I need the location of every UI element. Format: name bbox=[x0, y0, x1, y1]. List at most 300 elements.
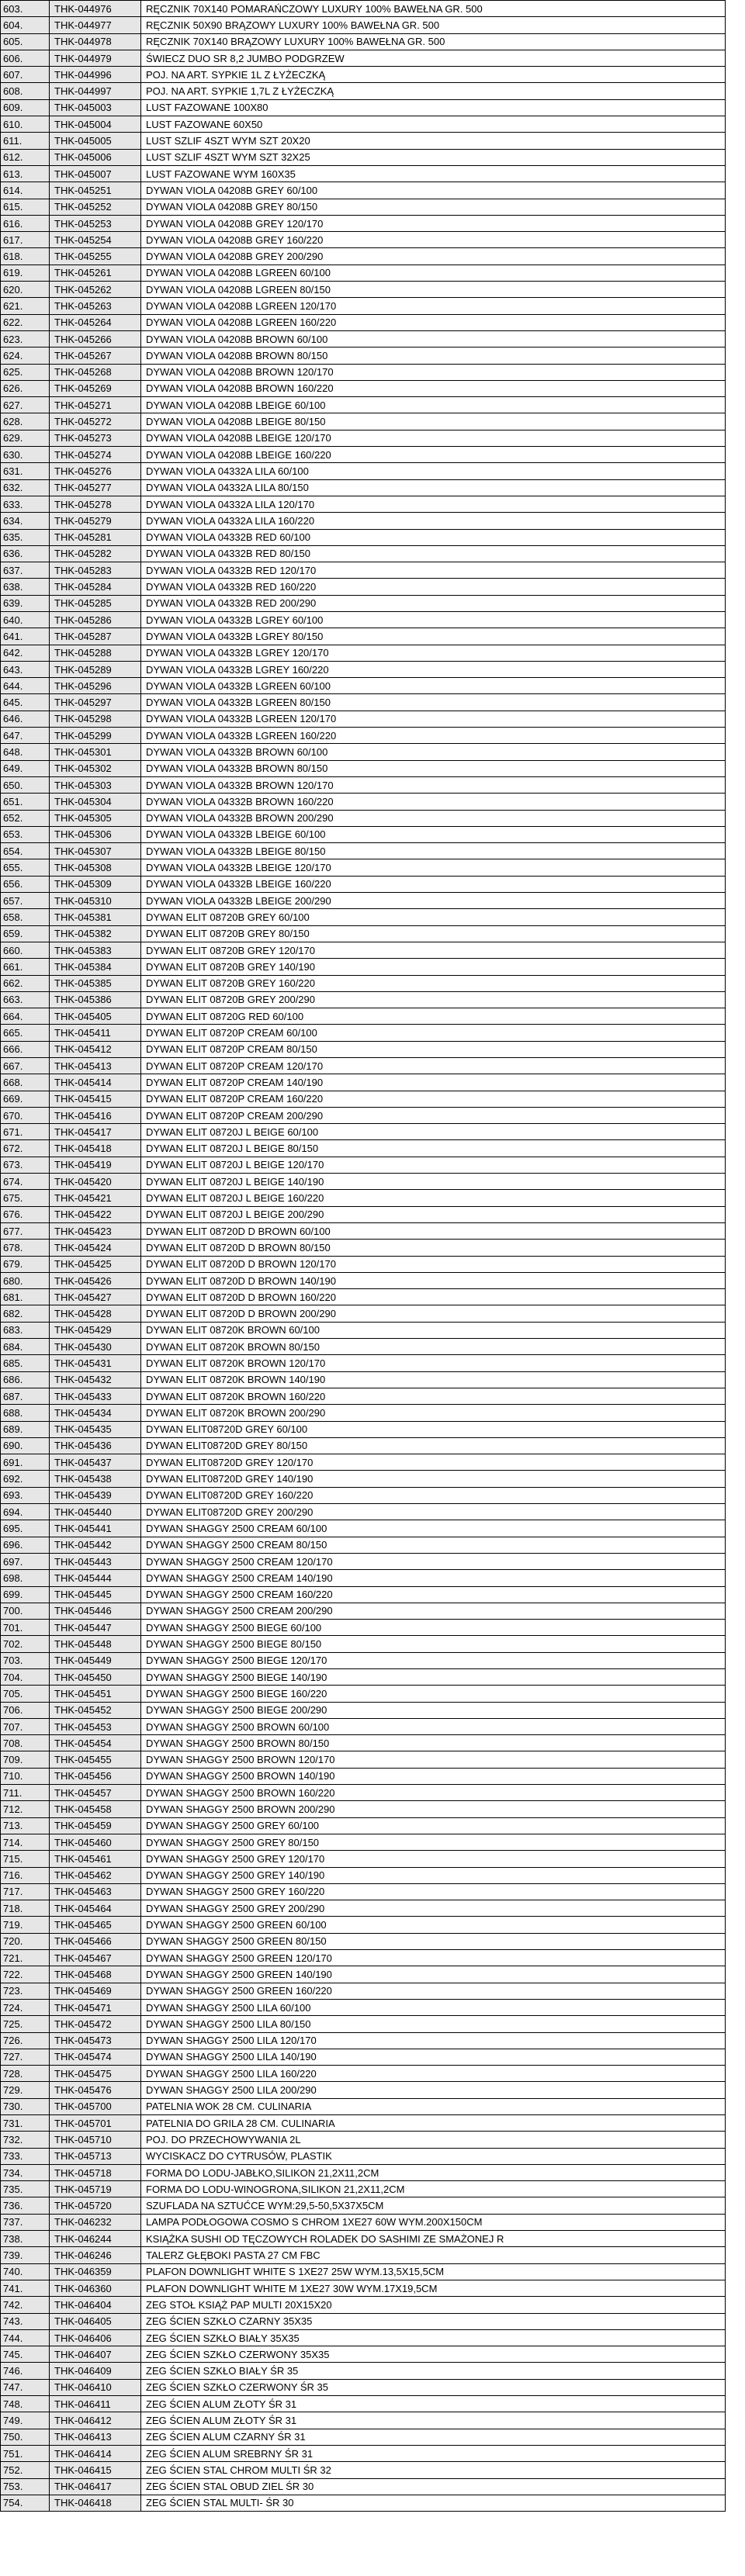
table-row bbox=[1, 1454, 726, 1471]
row-number-cell: 743. bbox=[1, 2313, 50, 2329]
product-name-cell: DYWAN SHAGGY 2500 BROWN 120/170 bbox=[141, 1751, 726, 1768]
product-name-cell: LUST FAZOWANE WYM 160X35 bbox=[141, 165, 726, 182]
table-row bbox=[1, 2478, 726, 2495]
row-number-cell: 702. bbox=[1, 1636, 50, 1652]
product-name-cell: LUST SZLIF 4SZT WYM SZT 20X20 bbox=[141, 133, 726, 149]
row-number-cell: 727. bbox=[1, 2049, 50, 2065]
product-name-cell: ZEG ŚCIEN SZKŁO CZARNY 35X35 bbox=[141, 2313, 726, 2329]
product-code-cell: THK-045459 bbox=[50, 1817, 141, 1834]
table-row bbox=[1, 463, 726, 479]
row-number-cell: 707. bbox=[1, 1718, 50, 1734]
row-number-cell: 629. bbox=[1, 430, 50, 446]
product-code-cell: THK-046415 bbox=[50, 2462, 141, 2478]
table-row bbox=[1, 2396, 726, 2412]
product-code-cell: THK-045413 bbox=[50, 1058, 141, 1074]
table-row bbox=[1, 694, 726, 711]
row-number-cell: 610. bbox=[1, 116, 50, 133]
row-number-cell: 648. bbox=[1, 744, 50, 760]
product-name-cell: DYWAN ELIT 08720B GREY 120/170 bbox=[141, 942, 726, 958]
product-name-cell: RĘCZNIK 70X140 POMARAŃCZOWY LUXURY 100% BAWEŁNA GR. 500 bbox=[141, 1, 726, 17]
product-name-cell: DYWAN VIOLA 04332B LGREEN 120/170 bbox=[141, 711, 726, 727]
product-name-cell: RĘCZNIK 50X90 BRĄZOWY LUXURY 100% BAWEŁNA GR. 500 bbox=[141, 17, 726, 33]
product-name-cell: LUST FAZOWANE 60X50 bbox=[141, 116, 726, 133]
product-code-cell: THK-045284 bbox=[50, 579, 141, 595]
table-row bbox=[1, 1999, 726, 2015]
product-code-cell: THK-045279 bbox=[50, 513, 141, 529]
product-name-cell: DYWAN VIOLA 04332B LGREEN 80/150 bbox=[141, 694, 726, 711]
row-number-cell: 609. bbox=[1, 99, 50, 116]
product-code-cell: THK-045423 bbox=[50, 1222, 141, 1239]
table-row bbox=[1, 17, 726, 33]
table-row bbox=[1, 1041, 726, 1057]
row-number-cell: 661. bbox=[1, 959, 50, 975]
product-code-cell: THK-045440 bbox=[50, 1504, 141, 1520]
table-row bbox=[1, 2462, 726, 2478]
table-row bbox=[1, 232, 726, 248]
product-code-cell: THK-045254 bbox=[50, 232, 141, 248]
row-number-cell: 633. bbox=[1, 496, 50, 512]
product-name-cell: ZEG ŚCIEN ALUM ZŁOTY ŚR 31 bbox=[141, 2412, 726, 2429]
row-number-cell: 692. bbox=[1, 1471, 50, 1487]
product-code-cell: THK-045297 bbox=[50, 694, 141, 711]
row-number-cell: 742. bbox=[1, 2297, 50, 2313]
table-row bbox=[1, 744, 726, 760]
table-row bbox=[1, 1851, 726, 1867]
product-name-cell: DYWAN ELIT 08720P CREAM 60/100 bbox=[141, 1025, 726, 1041]
product-name-cell: DYWAN SHAGGY 2500 BIEGE 140/190 bbox=[141, 1668, 726, 1685]
row-number-cell: 695. bbox=[1, 1520, 50, 1537]
product-name-cell: DYWAN VIOLA 04208B LBEIGE 120/170 bbox=[141, 430, 726, 446]
row-number-cell: 688. bbox=[1, 1405, 50, 1421]
product-name-cell: DYWAN ELIT 08720P CREAM 160/220 bbox=[141, 1091, 726, 1107]
table-row bbox=[1, 893, 726, 909]
product-code-cell: THK-045304 bbox=[50, 794, 141, 810]
product-name-cell: DYWAN ELIT 08720P CREAM 120/170 bbox=[141, 1058, 726, 1074]
row-number-cell: 694. bbox=[1, 1504, 50, 1520]
product-name-cell: DYWAN SHAGGY 2500 LILA 80/150 bbox=[141, 2016, 726, 2032]
product-name-cell: DYWAN VIOLA 04332B RED 160/220 bbox=[141, 579, 726, 595]
table-row bbox=[1, 909, 726, 925]
table-row bbox=[1, 2032, 726, 2049]
product-name-cell: DYWAN ELIT 08720J L BEIGE 200/290 bbox=[141, 1206, 726, 1222]
table-row bbox=[1, 611, 726, 628]
product-name-cell: DYWAN SHAGGY 2500 BIEGE 120/170 bbox=[141, 1652, 726, 1668]
product-name-cell: DYWAN SHAGGY 2500 CREAM 60/100 bbox=[141, 1520, 726, 1537]
row-number-cell: 615. bbox=[1, 199, 50, 215]
table-row bbox=[1, 1025, 726, 1041]
product-name-cell: DYWAN SHAGGY 2500 BROWN 200/290 bbox=[141, 1801, 726, 1817]
product-code-cell: THK-045718 bbox=[50, 2164, 141, 2180]
product-code-cell: THK-044996 bbox=[50, 67, 141, 83]
product-code-cell: THK-045429 bbox=[50, 1322, 141, 1338]
product-name-cell: DYWAN SHAGGY 2500 GREEN 160/220 bbox=[141, 1983, 726, 1999]
table-row bbox=[1, 330, 726, 347]
table-row bbox=[1, 2164, 726, 2180]
table-row bbox=[1, 678, 726, 694]
row-number-cell: 735. bbox=[1, 2181, 50, 2197]
product-code-cell: THK-045719 bbox=[50, 2181, 141, 2197]
row-number-cell: 619. bbox=[1, 265, 50, 281]
table-row bbox=[1, 975, 726, 991]
table-row bbox=[1, 165, 726, 182]
product-code-cell: THK-045305 bbox=[50, 810, 141, 826]
product-code-cell: THK-045475 bbox=[50, 2066, 141, 2082]
table-row bbox=[1, 1735, 726, 1751]
product-name-cell: DYWAN VIOLA 04332B LBEIGE 160/220 bbox=[141, 876, 726, 892]
table-row bbox=[1, 2297, 726, 2313]
product-code-cell: THK-045430 bbox=[50, 1339, 141, 1355]
product-name-cell: DYWAN VIOLA 04208B LBEIGE 60/100 bbox=[141, 397, 726, 413]
product-code-cell: THK-045255 bbox=[50, 248, 141, 265]
table-row bbox=[1, 1, 726, 17]
product-code-cell: THK-045713 bbox=[50, 2148, 141, 2164]
table-row bbox=[1, 1817, 726, 1834]
product-name-cell: DYWAN SHAGGY 2500 GREY 140/190 bbox=[141, 1867, 726, 1883]
table-row bbox=[1, 1801, 726, 1817]
table-row bbox=[1, 1603, 726, 1619]
row-number-cell: 623. bbox=[1, 330, 50, 347]
product-code-cell: THK-045433 bbox=[50, 1388, 141, 1404]
row-number-cell: 640. bbox=[1, 611, 50, 628]
product-name-cell: DYWAN ELIT 08720J L BEIGE 60/100 bbox=[141, 1124, 726, 1140]
row-number-cell: 699. bbox=[1, 1586, 50, 1603]
product-code-cell: THK-045301 bbox=[50, 744, 141, 760]
product-code-cell: THK-045438 bbox=[50, 1471, 141, 1487]
product-code-cell: THK-045252 bbox=[50, 199, 141, 215]
table-row bbox=[1, 513, 726, 529]
row-number-cell: 651. bbox=[1, 794, 50, 810]
product-name-cell: DYWAN SHAGGY 2500 BIEGE 200/290 bbox=[141, 1702, 726, 1718]
row-number-cell: 747. bbox=[1, 2379, 50, 2395]
row-number-cell: 667. bbox=[1, 1058, 50, 1074]
product-name-cell: DYWAN VIOLA 04208B LBEIGE 160/220 bbox=[141, 447, 726, 463]
table-row bbox=[1, 215, 726, 231]
product-code-cell: THK-046410 bbox=[50, 2379, 141, 2395]
product-name-cell: DYWAN VIOLA 04208B GREY 60/100 bbox=[141, 182, 726, 199]
table-row bbox=[1, 2214, 726, 2230]
product-code-cell: THK-045464 bbox=[50, 1900, 141, 1917]
row-number-cell: 700. bbox=[1, 1603, 50, 1619]
row-number-cell: 693. bbox=[1, 1487, 50, 1503]
row-number-cell: 715. bbox=[1, 1851, 50, 1867]
table-row bbox=[1, 1074, 726, 1091]
product-name-cell: DYWAN SHAGGY 2500 CREAM 80/150 bbox=[141, 1537, 726, 1553]
product-name-cell: DYWAN VIOLA 04332B RED 200/290 bbox=[141, 595, 726, 611]
table-row bbox=[1, 1140, 726, 1157]
product-code-cell: THK-044979 bbox=[50, 50, 141, 66]
table-row bbox=[1, 661, 726, 677]
product-code-cell: THK-045700 bbox=[50, 2098, 141, 2114]
row-number-cell: 630. bbox=[1, 447, 50, 463]
table-row bbox=[1, 1471, 726, 1487]
product-code-cell: THK-045426 bbox=[50, 1272, 141, 1288]
table-row bbox=[1, 430, 726, 446]
row-number-cell: 729. bbox=[1, 2082, 50, 2098]
product-name-cell: ZEG ŚCIEN STAL CHROM MULTI ŚR 32 bbox=[141, 2462, 726, 2478]
product-code-cell: THK-045432 bbox=[50, 1371, 141, 1388]
table-row bbox=[1, 2429, 726, 2445]
table-row bbox=[1, 1537, 726, 1553]
table-row bbox=[1, 133, 726, 149]
table-row bbox=[1, 2313, 726, 2329]
table-row bbox=[1, 2231, 726, 2247]
product-name-cell: TALERZ GŁĘBOKI PASTA 27 CM FBC bbox=[141, 2247, 726, 2263]
product-name-cell: DYWAN ELIT 08720D D BROWN 60/100 bbox=[141, 1222, 726, 1239]
product-code-cell: THK-045419 bbox=[50, 1157, 141, 1173]
product-code-cell: THK-045420 bbox=[50, 1174, 141, 1190]
row-number-cell: 603. bbox=[1, 1, 50, 17]
row-number-cell: 614. bbox=[1, 182, 50, 199]
table-row bbox=[1, 1421, 726, 1437]
product-code-cell: THK-045425 bbox=[50, 1256, 141, 1272]
table-row bbox=[1, 1768, 726, 1784]
product-code-cell: THK-045382 bbox=[50, 925, 141, 942]
row-number-cell: 753. bbox=[1, 2478, 50, 2495]
table-row bbox=[1, 2363, 726, 2379]
product-name-cell: DYWAN VIOLA 04332B BROWN 120/170 bbox=[141, 776, 726, 793]
product-name-cell: DYWAN VIOLA 04332A LILA 80/150 bbox=[141, 479, 726, 496]
product-name-cell: PLAFON DOWNLIGHT WHITE M 1XE27 30W WYM.17X19,5CM bbox=[141, 2280, 726, 2296]
product-code-cell: THK-044977 bbox=[50, 17, 141, 33]
table-row bbox=[1, 645, 726, 661]
table-row bbox=[1, 1008, 726, 1025]
row-number-cell: 657. bbox=[1, 893, 50, 909]
row-number-cell: 638. bbox=[1, 579, 50, 595]
row-number-cell: 732. bbox=[1, 2132, 50, 2148]
product-name-cell: DYWAN ELIT 08720J L BEIGE 120/170 bbox=[141, 1157, 726, 1173]
product-name-cell: DYWAN VIOLA 04332A LILA 120/170 bbox=[141, 496, 726, 512]
product-code-cell: THK-045263 bbox=[50, 298, 141, 314]
table-row bbox=[1, 776, 726, 793]
product-name-cell: DYWAN ELIT08720D GREY 160/220 bbox=[141, 1487, 726, 1503]
table-row bbox=[1, 1355, 726, 1371]
row-number-cell: 635. bbox=[1, 529, 50, 545]
table-row bbox=[1, 282, 726, 298]
table-row bbox=[1, 1388, 726, 1404]
table-row bbox=[1, 479, 726, 496]
table-row bbox=[1, 2016, 726, 2032]
table-row bbox=[1, 1636, 726, 1652]
product-code-cell: THK-045445 bbox=[50, 1586, 141, 1603]
product-code-cell: THK-045386 bbox=[50, 991, 141, 1008]
product-code-cell: THK-045302 bbox=[50, 760, 141, 776]
table-row bbox=[1, 711, 726, 727]
product-name-cell: DYWAN ELIT 08720K BROWN 200/290 bbox=[141, 1405, 726, 1421]
product-name-cell: DYWAN VIOLA 04332A LILA 160/220 bbox=[141, 513, 726, 529]
row-number-cell: 607. bbox=[1, 67, 50, 83]
row-number-cell: 625. bbox=[1, 364, 50, 380]
product-code-cell: THK-045004 bbox=[50, 116, 141, 133]
table-row bbox=[1, 1900, 726, 1917]
table-row bbox=[1, 1289, 726, 1305]
product-name-cell: DYWAN ELIT 08720K BROWN 140/190 bbox=[141, 1371, 726, 1388]
table-row bbox=[1, 1751, 726, 1768]
table-row bbox=[1, 397, 726, 413]
product-code-cell: THK-045451 bbox=[50, 1686, 141, 1702]
product-code-cell: THK-045296 bbox=[50, 678, 141, 694]
product-name-cell: DYWAN ELIT 08720B GREY 60/100 bbox=[141, 909, 726, 925]
product-code-cell: THK-045461 bbox=[50, 1851, 141, 1867]
row-number-cell: 674. bbox=[1, 1174, 50, 1190]
product-name-cell: DYWAN ELIT08720D GREY 60/100 bbox=[141, 1421, 726, 1437]
product-code-cell: THK-045381 bbox=[50, 909, 141, 925]
row-number-cell: 631. bbox=[1, 463, 50, 479]
product-name-cell: DYWAN VIOLA 04332B RED 80/150 bbox=[141, 545, 726, 562]
product-name-cell: ZEG ŚCIEN SZKŁO BIAŁY ŚR 35 bbox=[141, 2363, 726, 2379]
row-number-cell: 621. bbox=[1, 298, 50, 314]
row-number-cell: 723. bbox=[1, 1983, 50, 1999]
row-number-cell: 752. bbox=[1, 2462, 50, 2478]
table-row bbox=[1, 314, 726, 330]
row-number-cell: 713. bbox=[1, 1817, 50, 1834]
row-number-cell: 673. bbox=[1, 1157, 50, 1173]
product-code-cell: THK-046418 bbox=[50, 2495, 141, 2511]
table-row bbox=[1, 1785, 726, 1801]
product-code-cell: THK-045268 bbox=[50, 364, 141, 380]
row-number-cell: 724. bbox=[1, 1999, 50, 2015]
row-number-cell: 611. bbox=[1, 133, 50, 149]
table-row bbox=[1, 1174, 726, 1190]
table-row bbox=[1, 562, 726, 579]
product-name-cell: DYWAN SHAGGY 2500 BIEGE 60/100 bbox=[141, 1620, 726, 1636]
product-name-cell: DYWAN VIOLA 04332B LBEIGE 80/150 bbox=[141, 843, 726, 859]
row-number-cell: 703. bbox=[1, 1652, 50, 1668]
table-row bbox=[1, 1256, 726, 1272]
product-name-cell: LUST FAZOWANE 100X80 bbox=[141, 99, 726, 116]
product-name-cell: DYWAN VIOLA 04208B BROWN 120/170 bbox=[141, 364, 726, 380]
row-number-cell: 719. bbox=[1, 1917, 50, 1933]
product-name-cell: DYWAN SHAGGY 2500 LILA 200/290 bbox=[141, 2082, 726, 2098]
row-number-cell: 717. bbox=[1, 1883, 50, 1900]
row-number-cell: 750. bbox=[1, 2429, 50, 2445]
product-name-cell: DYWAN ELIT 08720J L BEIGE 140/190 bbox=[141, 1174, 726, 1190]
product-name-cell: ŚWIECZ DUO SR 8,2 JUMBO PODGRZEW bbox=[141, 50, 726, 66]
product-name-cell: ZEG ŚCIEN STAL MULTI- ŚR 30 bbox=[141, 2495, 726, 2511]
product-code-cell: THK-045007 bbox=[50, 165, 141, 182]
row-number-cell: 680. bbox=[1, 1272, 50, 1288]
product-name-cell: DYWAN VIOLA 04208B GREY 80/150 bbox=[141, 199, 726, 215]
product-name-cell: DYWAN ELIT 08720K BROWN 120/170 bbox=[141, 1355, 726, 1371]
table-row bbox=[1, 876, 726, 892]
row-number-cell: 669. bbox=[1, 1091, 50, 1107]
product-name-cell: DYWAN SHAGGY 2500 GREY 80/150 bbox=[141, 1834, 726, 1850]
product-name-cell: DYWAN ELIT08720D GREY 80/150 bbox=[141, 1437, 726, 1454]
product-code-cell: THK-045307 bbox=[50, 843, 141, 859]
row-number-cell: 671. bbox=[1, 1124, 50, 1140]
row-number-cell: 605. bbox=[1, 33, 50, 50]
table-row bbox=[1, 67, 726, 83]
row-number-cell: 748. bbox=[1, 2396, 50, 2412]
product-name-cell: DYWAN VIOLA 04332B LBEIGE 60/100 bbox=[141, 826, 726, 842]
row-number-cell: 639. bbox=[1, 595, 50, 611]
table-row bbox=[1, 496, 726, 512]
product-name-cell: DYWAN SHAGGY 2500 BROWN 160/220 bbox=[141, 1785, 726, 1801]
product-code-cell: THK-045288 bbox=[50, 645, 141, 661]
product-code-cell: THK-045416 bbox=[50, 1107, 141, 1123]
table-row bbox=[1, 2412, 726, 2429]
table-row bbox=[1, 1487, 726, 1503]
product-code-cell: THK-045310 bbox=[50, 893, 141, 909]
product-name-cell: DYWAN VIOLA 04332B BROWN 60/100 bbox=[141, 744, 726, 760]
product-code-cell: THK-045444 bbox=[50, 1570, 141, 1586]
product-code-cell: THK-046244 bbox=[50, 2231, 141, 2247]
product-code-cell: THK-046412 bbox=[50, 2412, 141, 2429]
product-name-cell: DYWAN VIOLA 04208B BROWN 80/150 bbox=[141, 348, 726, 364]
product-name-cell: POJ. NA ART. SYPKIE 1,7L Z ŁYŻECZKĄ bbox=[141, 83, 726, 99]
table-row bbox=[1, 1339, 726, 1355]
product-code-cell: THK-045447 bbox=[50, 1620, 141, 1636]
product-code-cell: THK-045418 bbox=[50, 1140, 141, 1157]
row-number-cell: 655. bbox=[1, 859, 50, 876]
row-number-cell: 698. bbox=[1, 1570, 50, 1586]
product-name-cell: DYWAN SHAGGY 2500 LILA 140/190 bbox=[141, 2049, 726, 2065]
product-code-cell: THK-045308 bbox=[50, 859, 141, 876]
product-name-cell: DYWAN SHAGGY 2500 CREAM 160/220 bbox=[141, 1586, 726, 1603]
product-name-cell: DYWAN SHAGGY 2500 GREY 120/170 bbox=[141, 1851, 726, 1867]
table-row bbox=[1, 83, 726, 99]
product-code-cell: THK-045005 bbox=[50, 133, 141, 149]
product-name-cell: DYWAN ELIT 08720K BROWN 160/220 bbox=[141, 1388, 726, 1404]
row-number-cell: 690. bbox=[1, 1437, 50, 1454]
product-code-cell: THK-046407 bbox=[50, 2346, 141, 2363]
row-number-cell: 708. bbox=[1, 1735, 50, 1751]
row-number-cell: 681. bbox=[1, 1289, 50, 1305]
table-row bbox=[1, 1652, 726, 1668]
product-code-cell: THK-046359 bbox=[50, 2263, 141, 2280]
row-number-cell: 658. bbox=[1, 909, 50, 925]
product-name-cell: DYWAN ELIT08720D GREY 120/170 bbox=[141, 1454, 726, 1471]
row-number-cell: 706. bbox=[1, 1702, 50, 1718]
product-name-cell: DYWAN VIOLA 04332B BROWN 80/150 bbox=[141, 760, 726, 776]
row-number-cell: 613. bbox=[1, 165, 50, 182]
row-number-cell: 637. bbox=[1, 562, 50, 579]
table-row bbox=[1, 991, 726, 1008]
table-row bbox=[1, 364, 726, 380]
product-name-cell: DYWAN SHAGGY 2500 GREEN 120/170 bbox=[141, 1950, 726, 1966]
product-name-cell: DYWAN ELIT 08720B GREY 200/290 bbox=[141, 991, 726, 1008]
product-code-cell: THK-045441 bbox=[50, 1520, 141, 1537]
row-number-cell: 731. bbox=[1, 2115, 50, 2132]
product-name-cell: DYWAN SHAGGY 2500 BIEGE 80/150 bbox=[141, 1636, 726, 1652]
product-name-cell: DYWAN VIOLA 04208B LGREEN 120/170 bbox=[141, 298, 726, 314]
row-number-cell: 670. bbox=[1, 1107, 50, 1123]
table-row bbox=[1, 50, 726, 66]
product-code-cell: THK-045442 bbox=[50, 1537, 141, 1553]
product-name-cell: DYWAN VIOLA 04332B RED 60/100 bbox=[141, 529, 726, 545]
product-name-cell: POJ. DO PRZECHOWYWANIA 2L bbox=[141, 2132, 726, 2148]
product-name-cell: ZEG ŚCIEN SZKŁO BIAŁY 35X35 bbox=[141, 2329, 726, 2346]
product-code-cell: THK-046413 bbox=[50, 2429, 141, 2445]
product-code-cell: THK-045460 bbox=[50, 1834, 141, 1850]
row-number-cell: 746. bbox=[1, 2363, 50, 2379]
product-name-cell: FORMA DO LODU-WINOGRONA,SILIKON 21,2X11,2CM bbox=[141, 2181, 726, 2197]
product-code-cell: THK-045277 bbox=[50, 479, 141, 496]
table-row bbox=[1, 1371, 726, 1388]
row-number-cell: 687. bbox=[1, 1388, 50, 1404]
row-number-cell: 643. bbox=[1, 661, 50, 677]
product-name-cell: DYWAN VIOLA 04332B RED 120/170 bbox=[141, 562, 726, 579]
row-number-cell: 646. bbox=[1, 711, 50, 727]
table-row bbox=[1, 1586, 726, 1603]
table-row bbox=[1, 1124, 726, 1140]
product-name-cell: DYWAN SHAGGY 2500 GREY 60/100 bbox=[141, 1817, 726, 1834]
table-row bbox=[1, 1668, 726, 1685]
row-number-cell: 720. bbox=[1, 1933, 50, 1949]
product-name-cell: DYWAN VIOLA 04208B LGREEN 160/220 bbox=[141, 314, 726, 330]
table-row bbox=[1, 99, 726, 116]
table-row bbox=[1, 810, 726, 826]
product-name-cell: DYWAN SHAGGY 2500 CREAM 200/290 bbox=[141, 1603, 726, 1619]
